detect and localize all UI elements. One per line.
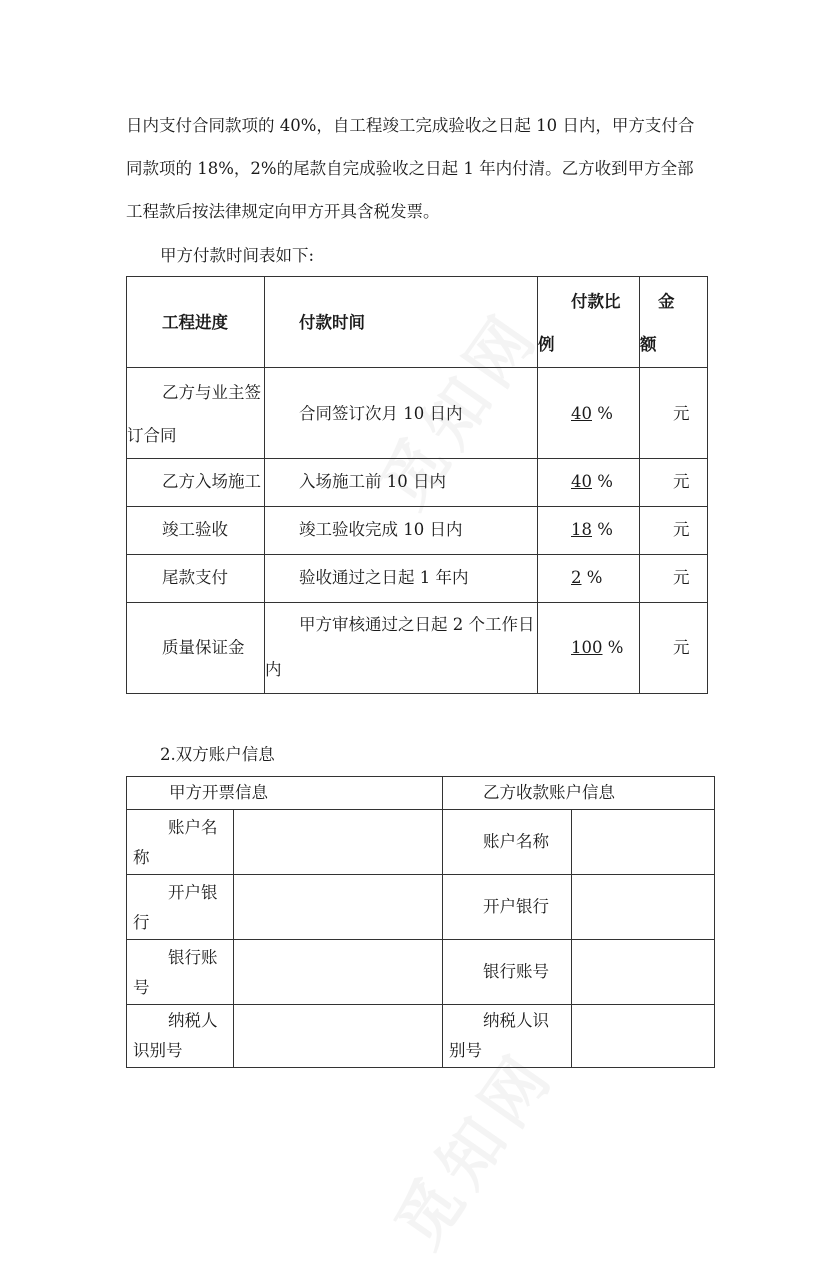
- percent-sign: %: [607, 638, 624, 657]
- table-row: [127, 1005, 715, 1068]
- table-row: [127, 555, 708, 603]
- label-cell: 账户名: [168, 818, 218, 837]
- header-stage: 工程进度: [162, 313, 228, 332]
- table-row: [127, 603, 708, 694]
- time-cell: 甲方审核通过之日起 2 个工作日: [299, 615, 535, 634]
- value-cell[interactable]: [572, 875, 715, 940]
- ratio-cell: [571, 404, 613, 424]
- amount-cell: 元: [673, 568, 690, 587]
- label-cell-wrap: 号: [133, 978, 150, 997]
- label-cell: 开户银行: [483, 897, 549, 916]
- stage-cell: 质量保证金: [162, 638, 245, 657]
- table-row: [127, 940, 715, 1005]
- label-cell-wrap: 行: [133, 913, 150, 932]
- body-paragraph-line: 工程款后按法律规定向甲方开具含税发票。: [126, 202, 440, 221]
- header-ratio: 付款比: [571, 292, 621, 311]
- table-header-row: [127, 277, 708, 368]
- value-cell[interactable]: [572, 810, 715, 875]
- ratio-cell: [571, 568, 602, 588]
- ratio-value: 2: [571, 568, 582, 587]
- stage-cell-wrap: 订合同: [127, 426, 177, 445]
- ratio-value: 100: [571, 638, 603, 657]
- time-cell-wrap: 内: [265, 660, 282, 679]
- header-amount: 金: [658, 292, 675, 311]
- body-paragraph-line: 日内支付合同款项的 40%，自工程竣工完成验收之日起 10 日内，甲方支付合: [126, 116, 695, 135]
- percent-sign: %: [597, 472, 613, 491]
- label-cell: 银行账: [168, 948, 218, 967]
- value-cell[interactable]: [234, 875, 443, 940]
- time-cell: 竣工验收完成 10 日内: [299, 520, 463, 539]
- label-cell: 账户名称: [483, 832, 549, 851]
- percent-sign: %: [586, 568, 603, 587]
- ratio-value: 40: [571, 404, 592, 423]
- table-row: [127, 368, 708, 459]
- time-cell: 入场施工前 10 日内: [299, 472, 446, 491]
- stage-cell: 乙方与业主签: [162, 383, 261, 402]
- percent-sign: %: [597, 520, 613, 539]
- right-header: 乙方收款账户信息: [483, 783, 615, 802]
- table-header-row: [127, 777, 715, 810]
- account-info-table: [126, 776, 715, 1068]
- time-cell: 合同签订次月 10 日内: [299, 404, 463, 423]
- label-cell: 银行账号: [483, 962, 549, 981]
- label-cell: 纳税人识: [483, 1011, 549, 1030]
- stage-cell: 尾款支付: [162, 568, 228, 587]
- table-row: [127, 459, 708, 507]
- header-amount-wrap: 额: [640, 335, 657, 354]
- table-row: [127, 875, 715, 940]
- percent-sign: %: [597, 404, 613, 423]
- amount-cell: 元: [673, 520, 690, 539]
- label-cell-wrap: 称: [133, 848, 150, 867]
- value-cell[interactable]: [234, 1005, 443, 1068]
- label-cell-wrap: 别号: [449, 1041, 482, 1060]
- header-time: 付款时间: [299, 313, 365, 332]
- ratio-value: 40: [571, 472, 592, 491]
- table-row: [127, 810, 715, 875]
- amount-cell: 元: [673, 638, 690, 657]
- payment-table-caption: 甲方付款时间表如下:: [160, 246, 315, 265]
- ratio-cell: [571, 638, 623, 658]
- payment-schedule-table: [126, 276, 708, 694]
- amount-cell: 元: [673, 472, 690, 491]
- ratio-cell: [571, 520, 613, 540]
- label-cell: 纳税人: [168, 1011, 218, 1030]
- value-cell[interactable]: [572, 1005, 715, 1068]
- ratio-value: 18: [571, 520, 592, 539]
- stage-cell: 竣工验收: [162, 520, 228, 539]
- amount-cell: 元: [673, 404, 690, 423]
- label-cell: 开户银: [168, 883, 218, 902]
- value-cell[interactable]: [234, 940, 443, 1005]
- left-header: 甲方开票信息: [169, 783, 268, 802]
- label-cell-wrap: 识别号: [133, 1041, 183, 1060]
- ratio-cell: [571, 472, 613, 492]
- value-cell[interactable]: [572, 940, 715, 1005]
- body-paragraph-line: 同款项的 18%，2%的尾款自完成验收之日起 1 年内付清。乙方收到甲方全部: [126, 159, 694, 178]
- time-cell: 验收通过之日起 1 年内: [299, 568, 469, 587]
- value-cell[interactable]: [234, 810, 443, 875]
- table-row: [127, 507, 708, 555]
- section-heading: 2.双方账户信息: [160, 745, 275, 764]
- header-ratio-wrap: 例: [538, 335, 555, 354]
- stage-cell: 乙方入场施工: [162, 472, 261, 491]
